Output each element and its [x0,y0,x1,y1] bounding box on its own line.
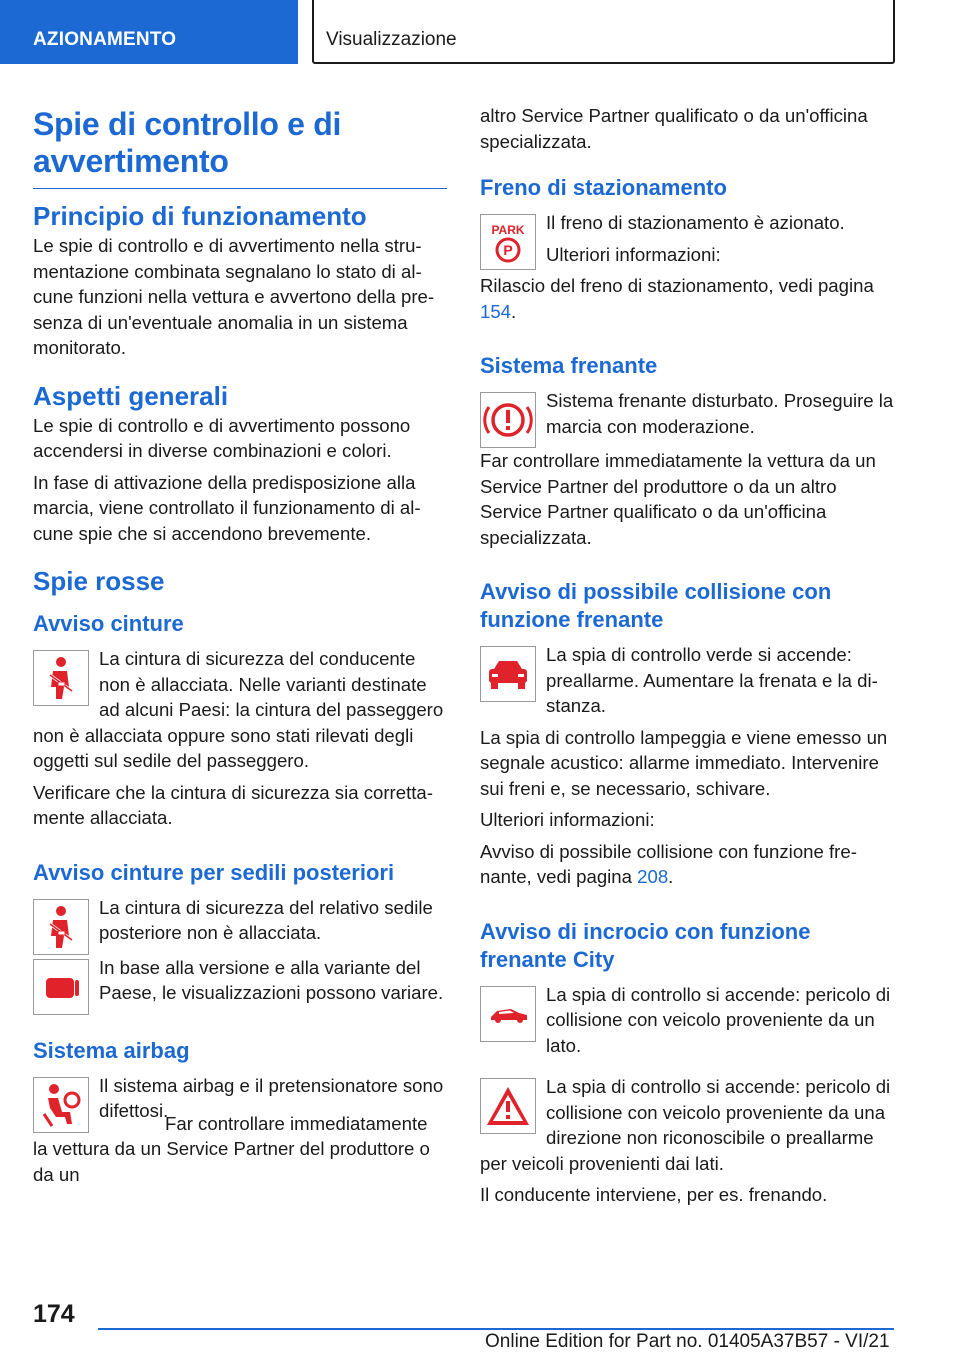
heading-avviso-cinture-posteriori: Avviso cinture per sedili posteriori [33,859,395,885]
sistema-frenante-text-2: Far controllare immediatamente la vettura da un Service Partner del produttore o da un altro Service Partner qualificato o da un'officina specializzata. [480,450,876,548]
brake-system-icon [480,392,536,448]
page-number: 174 [33,1300,75,1328]
heading-sistema-frenante: Sistema frenante [480,353,658,378]
footer-rule [98,1328,894,1330]
airbag-text-1: Il sistema airbag e il pretensionatore sono difettosi. [99,1074,444,1121]
heading-collisione: Avviso di possibile collisione con funzione frenante [480,579,832,632]
footer-edition: Online Edition for Part no. 01405A37B57 - VI/21 [485,1331,890,1352]
principio-text: Le spie di controllo e di avvertimento nella strumentazione combinata segnalano lo stato di alcune funzioni nella vettura e avvertono della presenza di un'eventuale anomalia in un sistema monitorato. [33,235,435,358]
right-column [480,103,896,1214]
svg-text:P: P [503,242,513,258]
park-brake-icon [480,214,536,270]
heading-aspetti: Aspetti generali [33,380,229,411]
airbag-text-2: Far controllare immediatamente la vettura da un Service Partner del produttore o da un [33,1112,430,1185]
freno-staz-text-2: Ulteriori informazioni: [546,243,721,265]
collisione-text-4: Avviso di possibile collisione con funzione frenante, vedi pagina 208. [480,840,857,887]
page-link-154[interactable]: 154 [480,300,512,322]
collisione-text-2: La spia di controllo lampeggia e viene emesso un segnale acustico: allarme immediato. Intervenire sui freni e, se necessario, schivare. [480,726,888,799]
header-topic-label: Visualizzazione [326,29,457,50]
heading-avviso-cinture: Avviso cinture [33,611,184,636]
collision-warning-car-icon [480,646,536,702]
incrocio-text-1: La spia di controllo si accende: pericolo di collisione con veicolo proveniente da un lato. [546,983,891,1056]
cross-traffic-car-icon [480,986,536,1042]
collisione-text-1: La spia di controllo verde si accende: preallarme. Aumentare la frenata e la distanza. [546,644,878,716]
aspetti-text-1: Le spie di controllo e di avvertimento possono accendersi in diverse combinazioni e colori. [33,414,411,461]
avviso-cinture-post-text-1: La cintura di sicurezza del relativo sedile posteriore non è allacciata. [99,896,433,943]
sistema-frenante-text-1: Sistema frenante disturbato. Proseguire la marcia con moderazione. [546,390,894,437]
avviso-cinture-text-1: La cintura di sicurezza del conducente non è allacciata. Nelle varianti destinate ad alcuni Paesi: la cintura del passeggero non è allacciata oppure sono stati rilevati degli oggetti sul sedile del passeggero. [33,648,444,771]
aspetti-text-2: In fase di attivazione della predisposizione alla marcia, viene controllato il funzionamento di alcune spie che si accendono brevemente. [33,471,421,544]
left-column [33,100,447,1193]
header-topic-box [312,0,895,64]
continued-text: altro Service Partner qualificato o da un'officina specializzata. [480,105,868,152]
incrocio-text-2: La spia di controllo si accende: pericolo di collisione con veicolo proveniente da una direzione non riconoscibile o preallarme per veicoli provenienti dai lati. [480,1076,891,1174]
freno-staz-text-3: Rilascio del freno di stazionamento, vedi pagina 154. [480,275,874,322]
incrocio-text-3: Il conducente interviene, per es. frenando. [480,1184,828,1205]
page-title: Spie di controllo e di avvertimento [33,100,447,189]
heading-spie-rosse: Spie rosse [33,566,165,596]
warning-triangle-icon [480,1078,536,1134]
header-section-tab [0,0,298,64]
avviso-cinture-post-text-2: In base alla versione e alla variante del Paese, le visualizzazioni possono variare. [99,956,444,1003]
heading-incrocio: Avviso di incrocio con funzione frenante City [480,918,811,972]
collisione-text-3: Ulteriori informazioni: [480,809,655,830]
avviso-cinture-text-2: Verificare che la cintura di sicurezza sia correttamente allacciata. [33,781,433,828]
heading-freno-stazionamento: Freno di stazionamento [480,175,727,200]
rear-seat-indicator-icon [33,959,89,1015]
heading-principio: Principio di funzionamento [33,201,367,231]
rear-seatbelt-warning-icon [33,899,89,955]
heading-sistema-airbag: Sistema airbag [33,1037,190,1063]
page-link-208[interactable]: 208 [637,866,669,887]
header-section-label: AZIONAMENTO [33,29,177,50]
seatbelt-warning-icon [33,650,89,706]
airbag-warning-icon [33,1077,89,1133]
svg-text:PARK: PARK [491,223,525,237]
freno-staz-text-1: Il freno di stazionamento è azionato. [546,212,845,233]
